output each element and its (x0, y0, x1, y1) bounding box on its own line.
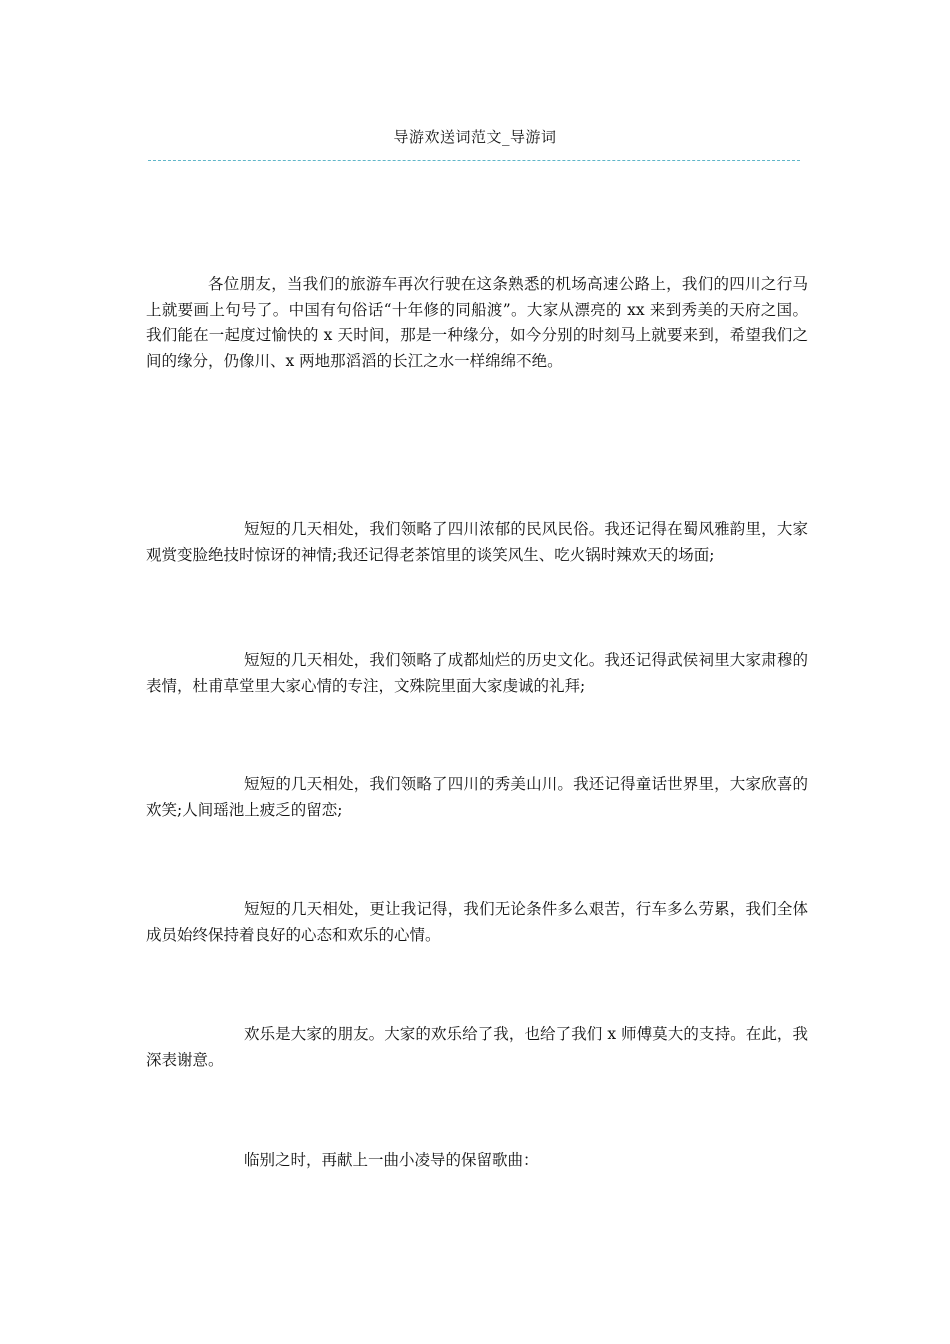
title-divider (148, 160, 800, 161)
paragraph-scenery: 短短的几天相处，我们领略了四川的秀美山川。我还记得童话世界里，大家欣喜的欢笑;人间瑶池上疲乏的留恋; (146, 775, 808, 819)
paragraph-intro: 各位朋友，当我们的旅游车再次行驶在这条熟悉的机场高速公路上，我们的四川之行马上就要画上句号了。中国有句俗话“十年修的同船渡”。大家从漂亮的 xx 来到秀美的天府之国。我们能在一起度过愉快的 x 天时间，那是一种缘分，如今分别的时刻马上就要来到，希望我们之间的缘分，仍像川、x 两地那滔滔的长江之水一样绵绵不绝。 (146, 275, 808, 370)
paragraph-history-culture: 短短的几天相处，我们领略了成都灿烂的历史文化。我还记得武侯祠里大家肃穆的表情，杜甫草堂里大家心情的专注，文殊院里面大家虔诚的礼拜; (146, 651, 808, 695)
paragraph-thanks: 欢乐是大家的朋友。大家的欢乐给了我，也给了我们 x 师傅莫大的支持。在此，我深表谢意。 (146, 1025, 808, 1069)
paragraph-farewell-song: 临别之时，再献上一曲小凌导的保留歌曲： (244, 1151, 539, 1169)
paragraph-team-spirit: 短短的几天相处，更让我记得，我们无论条件多么艰苦，行车多么劳累，我们全体成员始终保持着良好的心态和欢乐的心情。 (146, 900, 808, 944)
page-title: 导游欢送词范文_导游词 (393, 128, 557, 146)
paragraph-folk-customs: 短短的几天相处，我们领略了四川浓郁的民风民俗。我还记得在蜀风雅韵里，大家观赏变脸绝技时惊讶的神情;我还记得老茶馆里的谈笑风生、吃火锅时辣欢天的场面; (146, 520, 808, 564)
